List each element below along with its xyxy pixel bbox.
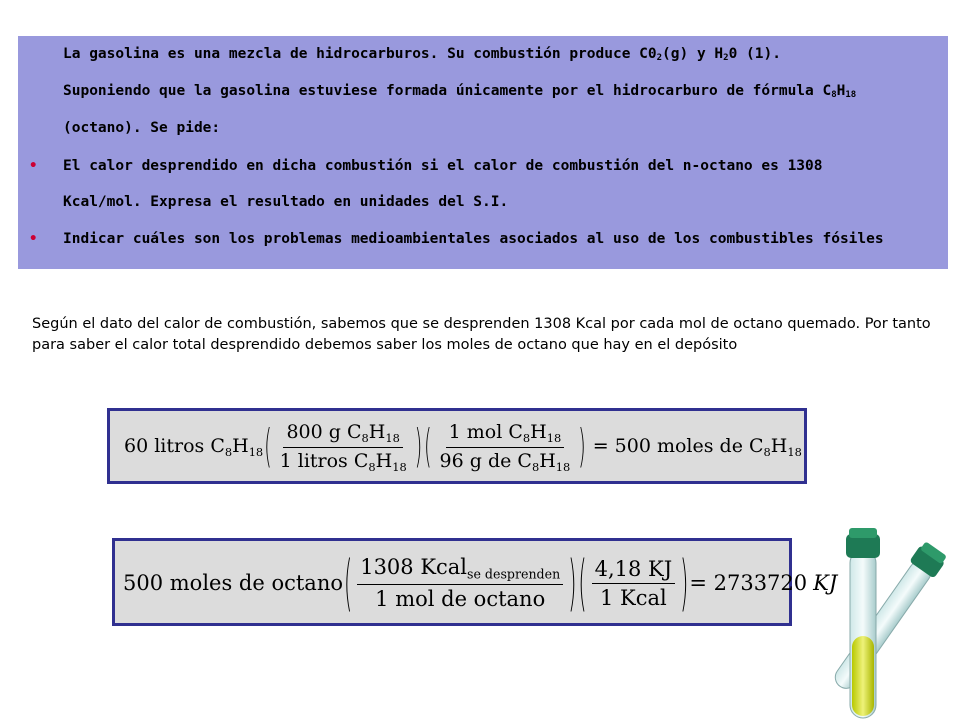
eq2-result: = 2733720 xyxy=(689,571,808,595)
bullet-item-1: • El calor desprendido en dicha combustión si el calor de combustión del n-octano es 1308 xyxy=(29,158,823,174)
test-tubes-icon xyxy=(800,528,960,720)
bullet-item-1-cont: Kcal/mol. Expresa el resultado en unidades del S.I. xyxy=(63,194,509,210)
bullet-icon: • xyxy=(29,231,38,247)
eq2-fraction-1: $\frac{1308 Kcal_{se desprenden}}{\text{1 mol de octano}}$ xyxy=(357,555,563,610)
problem-line-2: Suponiendo que la gasolina estuviese formada únicamente por el hidrocarburo de fórmula $C_8H_{18}$ xyxy=(63,83,857,101)
equation-1: 60 litros $C_8H_{18}$ ( $\frac{800 g C_8H_{18}}{1 litros C_8H_{18}}$ ) ( $\frac{1 mol C_8H_{18}}{96 g de C_8H_{18}}$ ) = 500 moles de $C_8H_{18}$ xyxy=(124,420,802,474)
eq1-lead: 60 litros $C_8H_{18}$ xyxy=(124,435,264,459)
problem-line-3: (octano). Se pide: xyxy=(63,120,221,136)
eq1-fraction-2: $\frac{1 mol C_8H_{18}}{96 g de C_8H_{18}}$ xyxy=(439,420,571,474)
eq1-fraction-1: $\frac{800 g C_8H_{18}}{1 litros C_8H_{18}}$ xyxy=(279,420,407,474)
eq2-fraction-2: $\frac{4,18 KJ}{\text{1 Kcal}}$ xyxy=(592,557,676,610)
problem-line-1: La gasolina es una mezcla de hidrocarburos. Su combustión produce $C0_2(g)$ y $H_20$ (1). xyxy=(63,46,781,64)
eq2-unit: KJ xyxy=(813,571,838,595)
equation-box-2 xyxy=(112,538,838,626)
bullet-item-2: • Indicar cuáles son los problemas medioambientales asociados al uso de los combustibles fósiles xyxy=(29,231,884,247)
equation-2: 500 moles de octano ( $\frac{1308 Kcal_{se desprenden}}{\text{1 mol de octano}}$ ) ( $\frac{4,18 KJ}{\text{1 Kcal}}$ ) = 2733720 KJ xyxy=(123,548,838,618)
explanation-text: Según el dato del calor de combustión, sabemos que se desprenden 1308 Kcal por cada mol de octano quemado. Por tanto para saber el calor total desprendido debemos saber los moles de octano que hay en el depósito xyxy=(32,316,931,353)
eq1-result: = 500 moles de $C_8H_{18}$ xyxy=(592,435,802,459)
bullet-icon: • xyxy=(29,158,38,174)
equation-box-1 xyxy=(107,408,807,484)
eq2-lead: 500 moles de octano xyxy=(123,571,343,595)
